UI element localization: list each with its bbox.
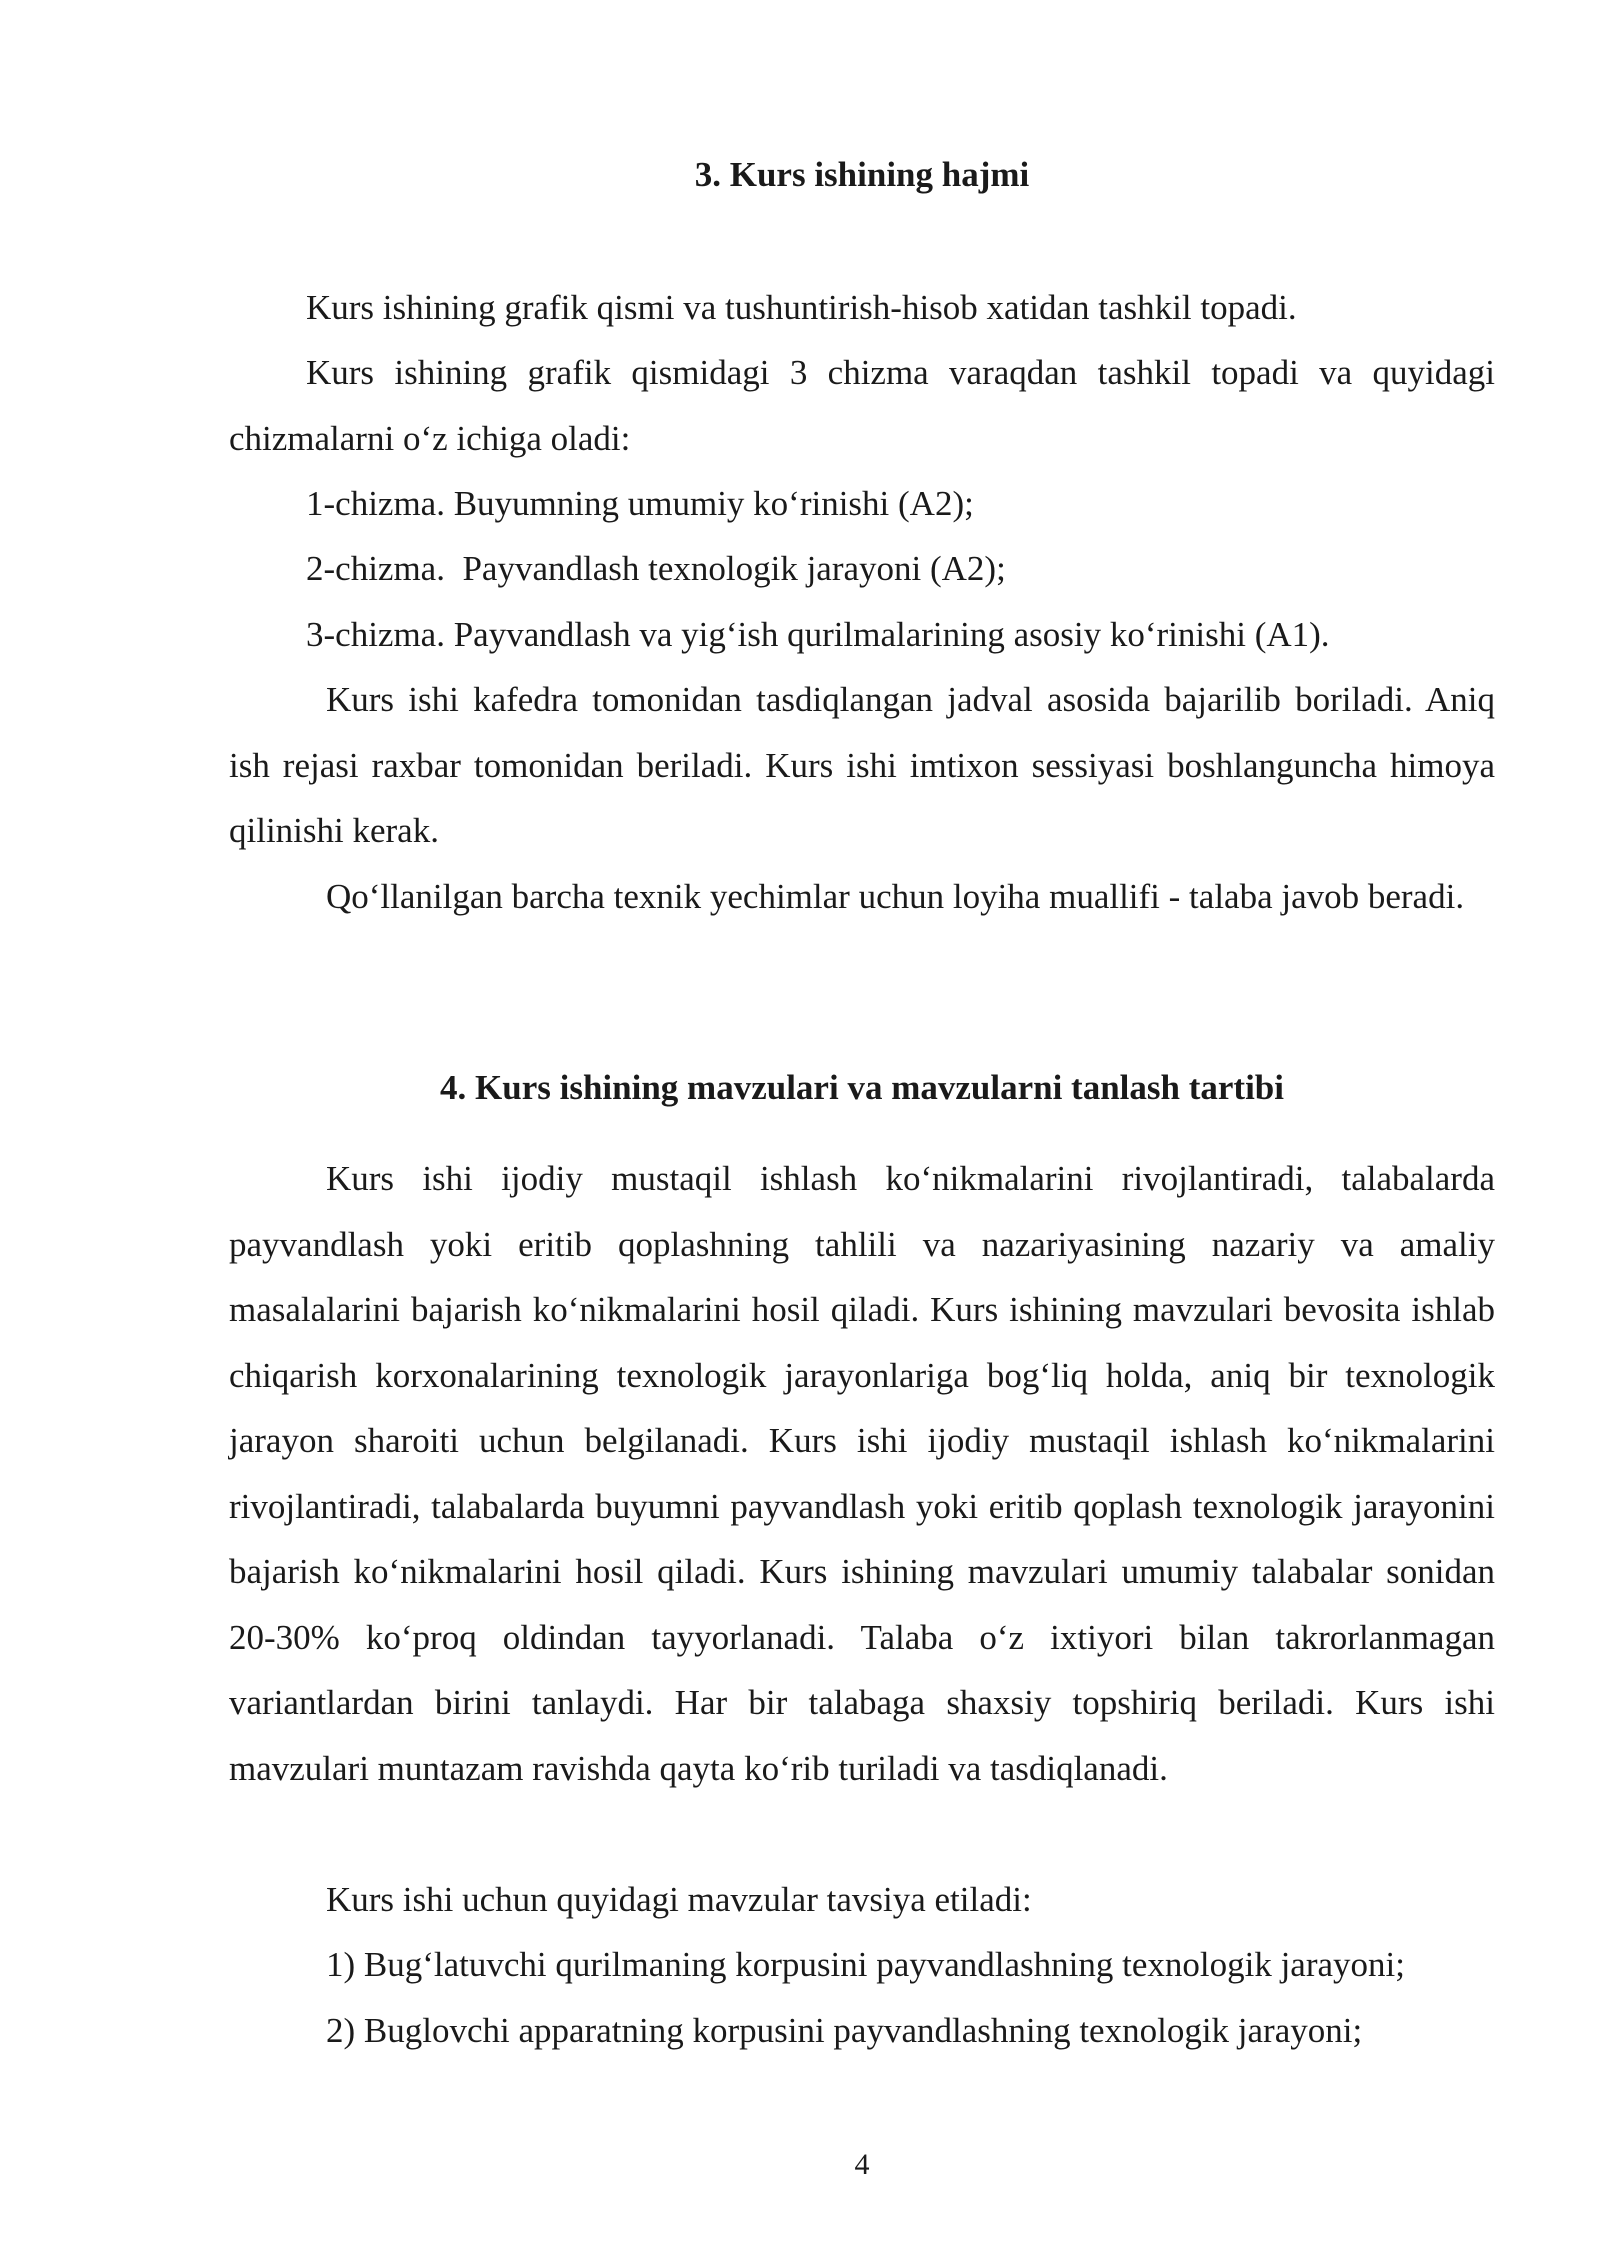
section-4-paragraph-2: Kurs ishi uchun quyidagi mavzular tavsiya etiladi:	[326, 1880, 1032, 1919]
document-page	[229, 0, 1495, 2262]
section-3-paragraph-1: Kurs ishining grafik qismi va tushuntirish-hisob xatidan tashkil topadi.	[306, 288, 1297, 327]
section-3-heading: 3. Kurs ishining hajmi	[694, 155, 1030, 194]
page-number: 4	[854, 2148, 870, 2181]
section-3-paragraph-4: Qo‘llanilgan barcha texnik yechimlar uchun loyiha muallifi - talaba javob beradi.	[326, 877, 1465, 916]
section-3-paragraph-2: Kurs ishining grafik qismidagi 3 chizma varaqdan tashkil topadi va quyidagi chizmalarni o‘z ichiga oladi:	[229, 353, 1495, 458]
section-4-paragraph-1: Kurs ishi ijodiy mustaqil ishlash ko‘nikmalarini rivojlantiradi, talabalarda payvandlash yoki eritib qoplashning tahlili va nazariyasining nazariy va amaliy masalalarini bajarish ko‘nikmalarini hosil qiladi. Kurs ishining mavzulari bevosita ishlab chiqarish korxonalarining texnologik jarayonlariga bog‘liq holda, aniq bir texnologik jarayon sharoiti uchun belgilanadi. Kurs ishi ijodiy mustaqil ishlash ko‘nikmalarini rivojlantiradi, talabalarda buyumni payvandlash yoki eritib qoplash texnologik jarayonini bajarish ko‘nikmalarini hosil qiladi. Kurs ishining mavzulari umumiy talabalar sonidan 20-30% ko‘proq oldindan tayyorlanadi. Talaba o‘z ixtiyori bilan takrorlanmagan variantlardan birini tanlaydi. Har bir talabaga shaxsiy topshiriq beriladi. Kurs ishi mavzulari muntazam ravishda qayta ko‘rib turiladi va tasdiqlanadi.	[229, 1159, 1495, 1788]
topic-list-item-2: 2) Buglovchi apparatning korpusini payvandlashning texnologik jarayoni;	[326, 2011, 1363, 2050]
section-4-heading: 4. Kurs ishining mavzulari va mavzularni tanlash tartibi	[440, 1068, 1284, 1107]
drawing-list-item-3: 3-chizma. Payvandlash va yig‘ish qurilmalarining asosiy ko‘rinishi (A1).	[306, 615, 1330, 654]
drawing-list-item-1: 1-chizma. Buyumning umumiy ko‘rinishi (A2);	[306, 484, 974, 523]
section-3-paragraph-3: Kurs ishi kafedra tomonidan tasdiqlangan jadval asosida bajarilib boriladi. Aniq ish rejasi raxbar tomonidan beriladi. Kurs ishi imtixon sessiyasi boshlanguncha himoya qilinishi kerak.	[229, 680, 1495, 850]
topic-list-item-1: 1) Bug‘latuvchi qurilmaning korpusini payvandlashning texnologik jarayoni;	[326, 1945, 1405, 1984]
drawing-list-item-2: 2-chizma. Payvandlash texnologik jarayoni (A2);	[306, 549, 1006, 588]
